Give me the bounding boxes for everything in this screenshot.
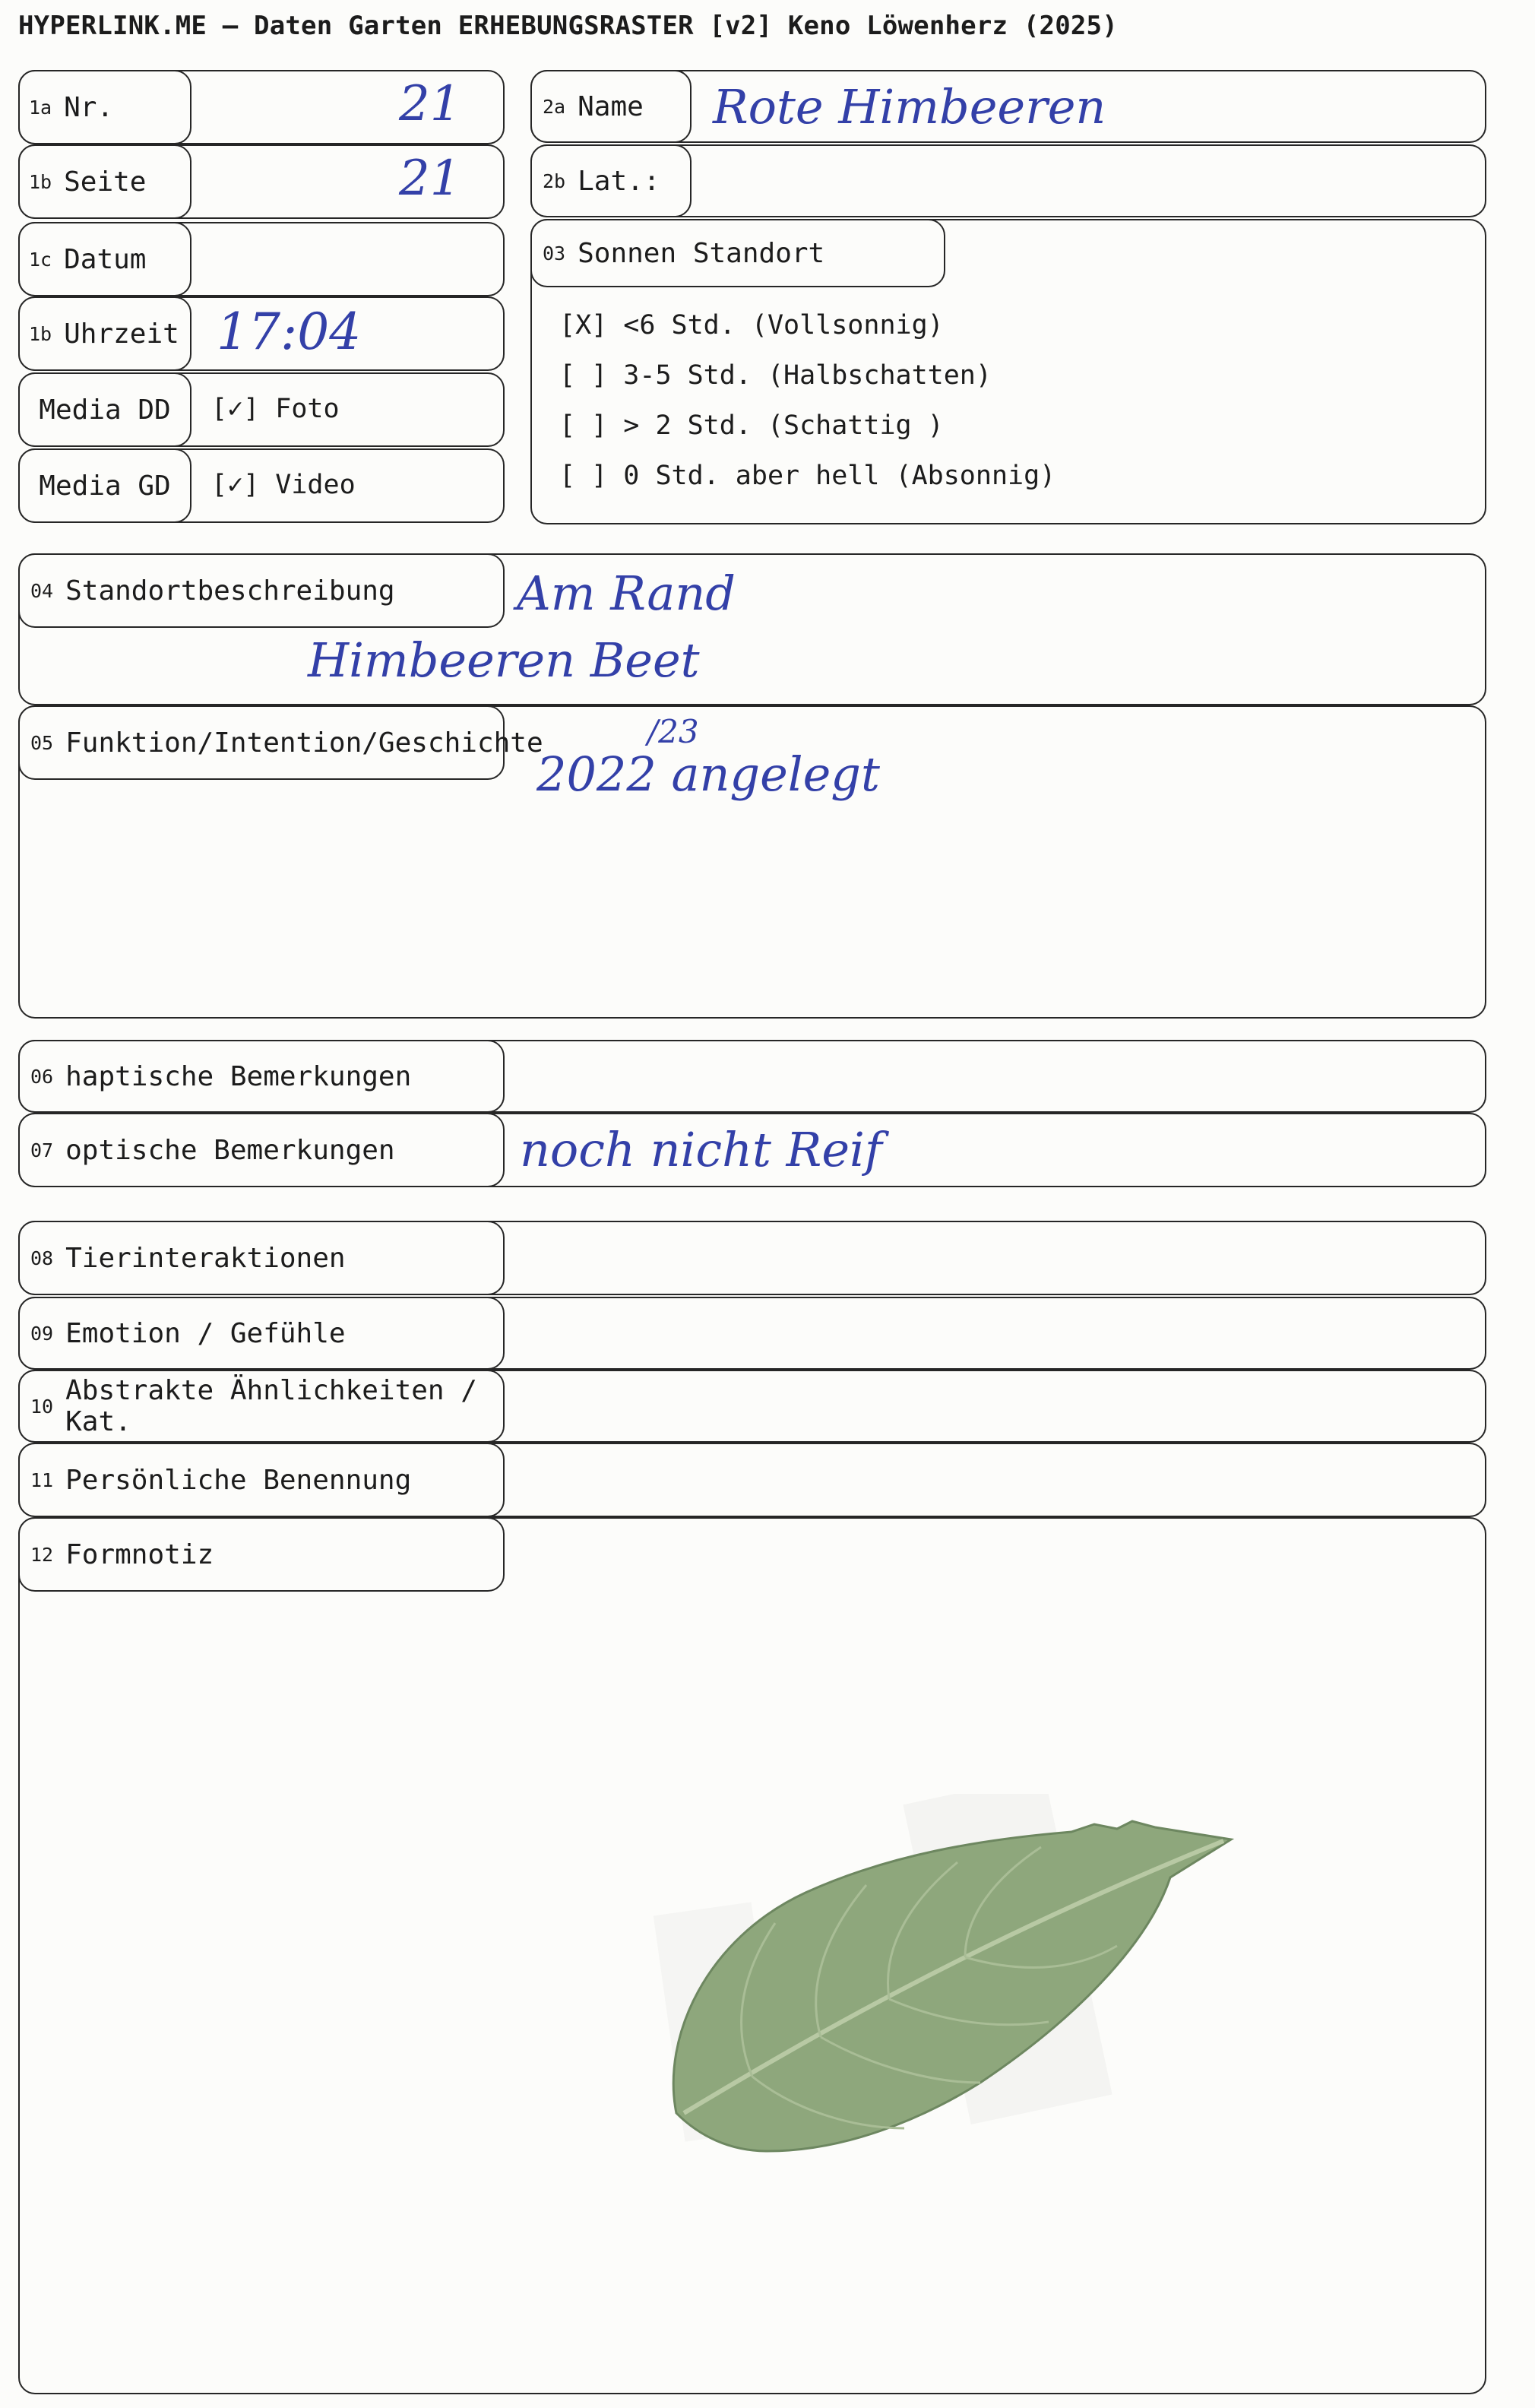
sun-option-checkbox[interactable]: [ ]	[559, 360, 608, 391]
name-value: Rote Himbeeren	[713, 79, 1106, 135]
sun-location-label: 03 Sonnen Standort	[530, 219, 945, 287]
uhrzeit-label: 1b Uhrzeit	[18, 296, 191, 371]
datum-label: 1c Datum	[18, 222, 191, 296]
haptic-label: 06 haptische Bemerkungen	[18, 1040, 505, 1113]
media-gd-option[interactable]: [✓] Video	[211, 470, 356, 500]
sun-option-half[interactable]	[559, 360, 992, 391]
sun-option-text: > 2 Std. (Schattig )	[623, 410, 944, 441]
seite-value: 21	[399, 150, 461, 207]
uhrzeit-value: 17:04	[217, 303, 362, 361]
form-note-label: 12 Formnotiz	[18, 1517, 505, 1592]
sun-option-absonnig[interactable]	[559, 461, 1056, 491]
sun-option-text: 3-5 Std. (Halbschatten)	[623, 360, 992, 391]
function-value: 2022 angelegt	[536, 746, 880, 802]
name-label: 2a Name	[530, 70, 692, 143]
function-note: /23	[647, 713, 699, 750]
pressed-leaf-image	[646, 1794, 1254, 2204]
nr-value: 21	[399, 76, 461, 132]
optical-label: 07 optische Bemerkungen	[18, 1113, 505, 1187]
seite-label: 1b Seite	[18, 144, 191, 219]
site-description-line1: Am Rand	[517, 566, 736, 621]
media-gd-label: Media GD	[18, 448, 191, 523]
site-description-label: 04 Standortbeschreibung	[18, 553, 505, 628]
site-description-line2: Himbeeren Beet	[308, 632, 700, 688]
function-label: 05 Funktion/Intention/Geschichte	[18, 705, 505, 780]
sun-option-shade[interactable]	[559, 410, 944, 441]
emotion-label: 09 Emotion / Gefühle	[18, 1297, 505, 1370]
animal-interactions-label: 08 Tierinteraktionen	[18, 1221, 505, 1295]
sun-option-text: 0 Std. aber hell (Absonnig)	[623, 461, 1056, 491]
form-header: HYPERLINK.ME – Daten Garten ERHEBUNGSRASTER [v2] Keno Löwenherz (2025)	[18, 11, 1118, 41]
sun-option-full[interactable]	[559, 310, 944, 341]
sun-option-checkbox[interactable]: [ ]	[559, 461, 608, 491]
nr-label: 1a Nr.	[18, 70, 191, 144]
personal-naming-label: 11 Persönliche Benennung	[18, 1443, 505, 1517]
abstract-similarities-label: 10 Abstrakte Ähnlichkeiten / Kat.	[18, 1370, 505, 1443]
media-dd-label: Media DD	[18, 372, 191, 447]
sun-option-checkbox[interactable]: [ ]	[559, 410, 608, 441]
media-dd-option[interactable]: [✓] Foto	[211, 394, 340, 424]
lat-label: 2b Lat.:	[530, 144, 692, 217]
sun-option-checkbox[interactable]: [X]	[559, 310, 608, 341]
optical-value: noch nicht Reif	[520, 1122, 882, 1177]
sun-option-text: <6 Std. (Vollsonnig)	[623, 310, 944, 341]
